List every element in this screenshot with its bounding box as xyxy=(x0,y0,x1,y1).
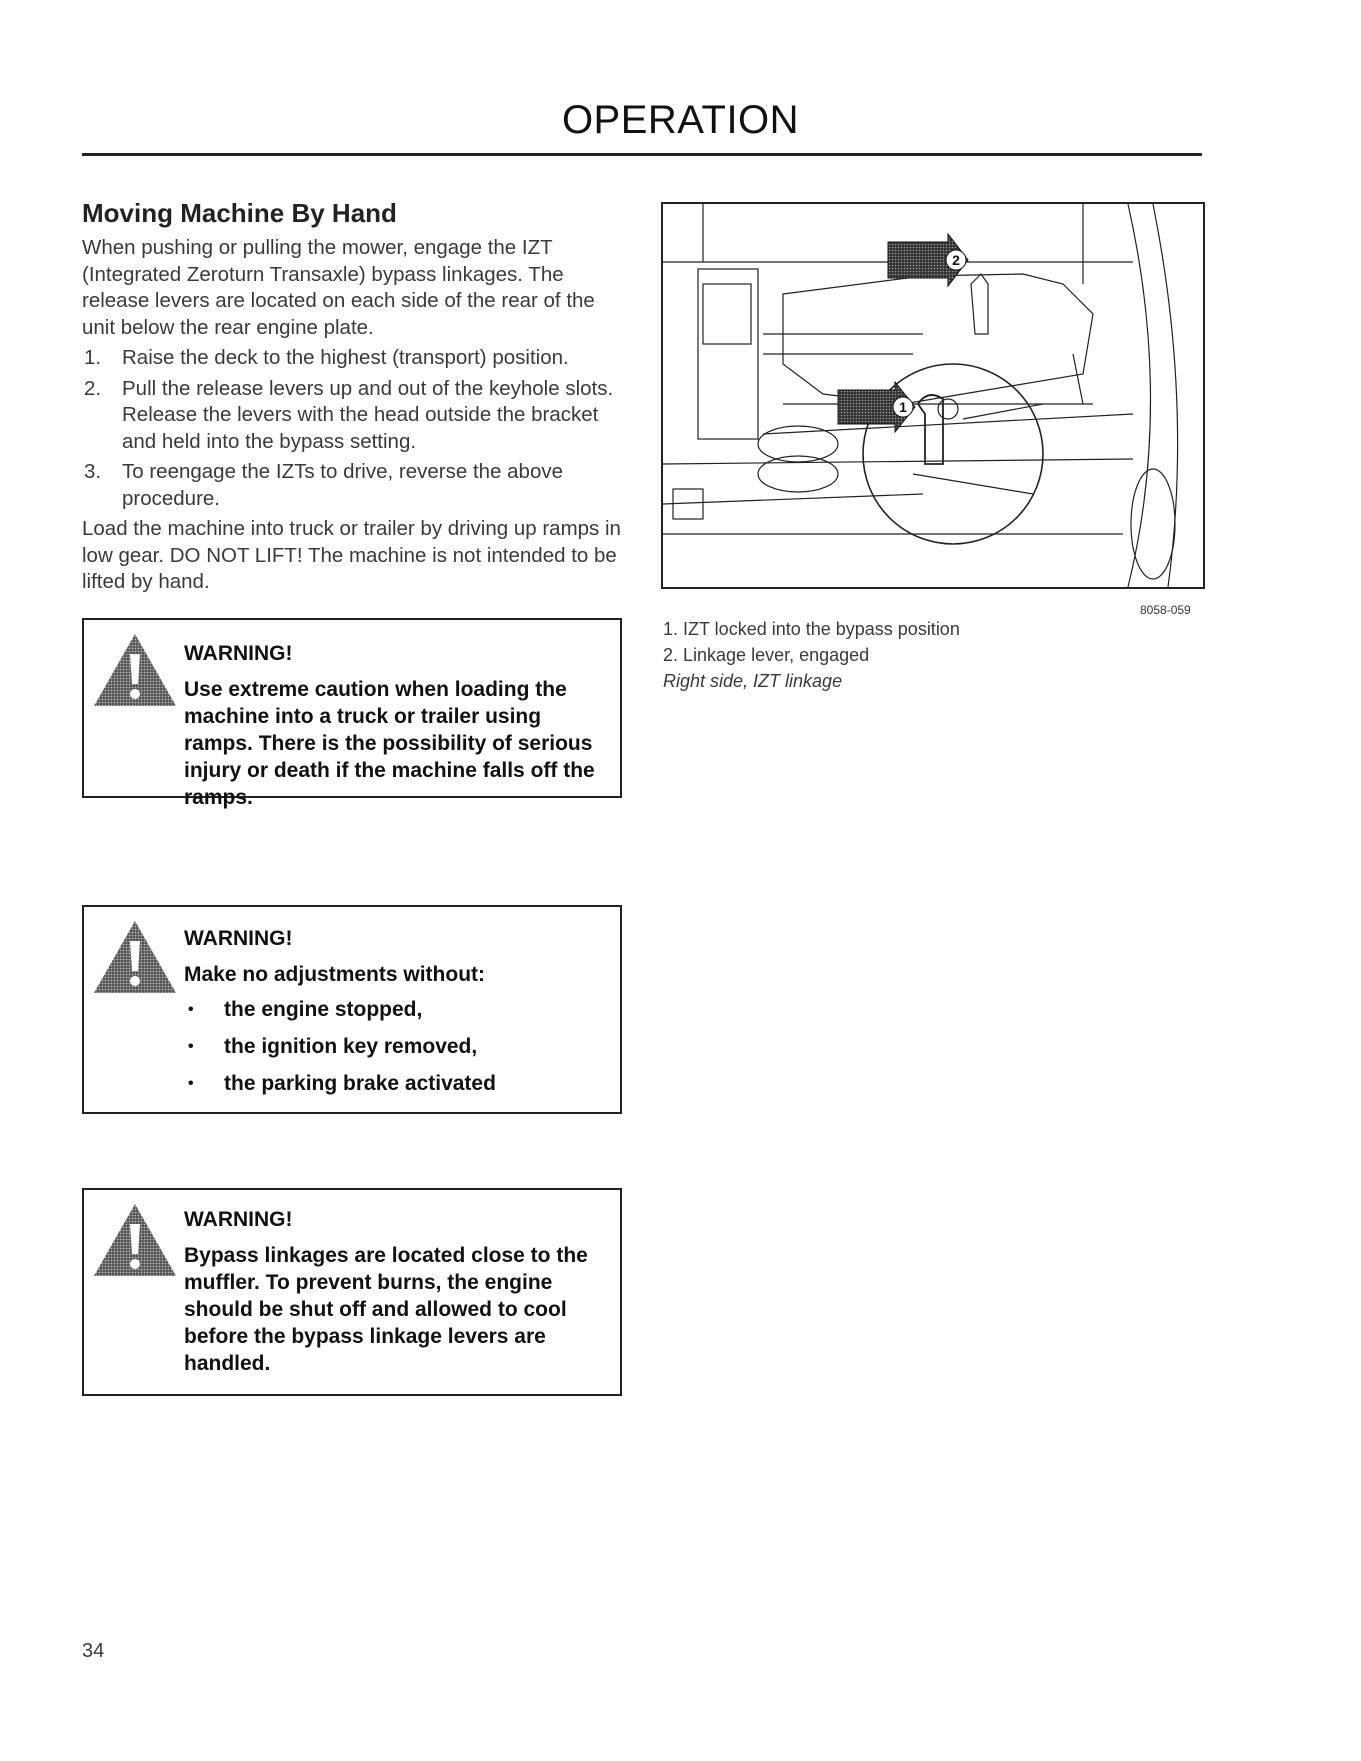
step-text: Raise the deck to the highest (transport) position. xyxy=(122,346,569,369)
list-item: • the ignition key removed, xyxy=(184,1035,608,1059)
list-item xyxy=(82,459,622,512)
page-title: OPERATION xyxy=(561,98,800,142)
warning-text: Make no adjustments without: xyxy=(184,963,486,986)
warning-text: Bypass linkages are located close to the muffler. To prevent burns, the engine should be shut off and allowed to cool before the bypass linkage levers are handled. xyxy=(184,1244,588,1375)
warning-title: WARNING! xyxy=(184,927,293,950)
callout-2: 2 xyxy=(952,252,960,268)
warning-list xyxy=(184,998,608,1096)
figure-code: 8058-059 xyxy=(1140,603,1191,617)
warning-triangle-icon xyxy=(92,919,178,995)
warning-box xyxy=(82,905,622,1114)
linkage-drawing xyxy=(663,204,1203,587)
step-number: 1. xyxy=(84,346,102,369)
intro-paragraph: When pushing or pulling the mower, engage the IZT (Integrated Zeroturn Transaxle) bypass linkages. The release levers are located on each side of the rear of the unit below the rear engine plate. xyxy=(82,236,595,339)
step-text: Pull the release levers up and out of the keyhole slots. Release the levers with the head outside the bracket and held into the bypass setting. xyxy=(122,376,614,453)
warning-triangle-icon xyxy=(92,632,178,708)
step-number: 3. xyxy=(84,460,102,483)
left-column xyxy=(82,198,622,596)
warning-content xyxy=(184,1208,608,1377)
steps-list xyxy=(82,345,622,512)
warning-triangle-icon xyxy=(92,1202,178,1278)
page-number: 34 xyxy=(82,1640,105,1662)
caption-item: 2. Linkage lever, engaged xyxy=(663,645,870,665)
list-item: • the parking brake activated xyxy=(184,1072,608,1096)
closing-paragraph: Load the machine into truck or trailer by driving up ramps in low gear. DO NOT LIFT! The machine is not intended to be lifted by hand. xyxy=(82,517,621,593)
caption-title: Right side, IZT linkage xyxy=(663,671,843,691)
warning-title: WARNING! xyxy=(184,1208,293,1231)
warning-box xyxy=(82,1188,622,1396)
list-item: • the engine stopped, xyxy=(184,998,608,1022)
warning-text: Use extreme caution when loading the machine into a truck or trailer using ramps. There is the possibility of serious injury or death if the machine falls off the ramps. xyxy=(184,678,595,809)
step-number: 2. xyxy=(84,376,102,400)
figure-caption xyxy=(663,616,1183,694)
callout-1: 1 xyxy=(899,399,907,415)
warning-content xyxy=(184,642,608,811)
warning-box xyxy=(82,618,622,809)
warning-title: WARNING! xyxy=(184,642,293,665)
caption-item: 1. IZT locked into the bypass position xyxy=(663,619,960,639)
list-item xyxy=(82,376,622,456)
section-heading: Moving Machine By Hand xyxy=(82,198,397,228)
title-rule xyxy=(82,153,1202,156)
warning-content xyxy=(184,927,608,1109)
list-item xyxy=(82,345,622,372)
step-text: To reengage the IZTs to drive, reverse the above procedure. xyxy=(122,460,564,510)
linkage-illustration xyxy=(661,202,1205,589)
